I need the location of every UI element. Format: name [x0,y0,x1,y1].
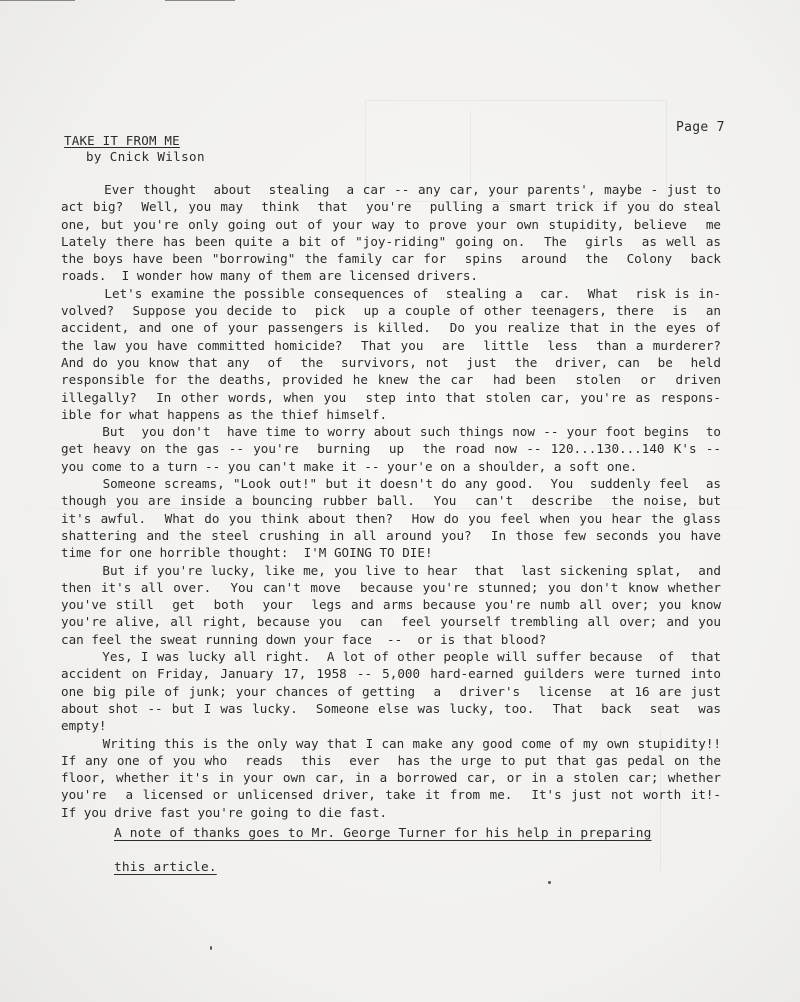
body-line: you're alive, all right, because you can feel yourself trembling all over; and you [61,614,721,630]
body-line: accident, and one of your passengers is killed. Do you realize that in the eyes of [61,320,721,336]
edge-mark [0,0,75,1]
body-line: shattering and the steel crushing in all around you? In those few seconds you have [61,527,721,543]
body-line: responsible for the deaths, provided he knew the car had been stolen or driven [61,372,721,388]
body-line: Let's examine the possible consequences of stealing a car. What risk is in- [61,285,721,301]
body-line: it's awful. What do you think about then? How do you feel when you hear the glass [61,510,721,526]
body-line: But you don't have time to worry about such things now -- your foot begins to [61,424,721,440]
body-line: Someone screams, "Look out!" but it doesn't do any good. You suddenly feel as [61,476,721,492]
ink-speck [548,881,551,884]
body-line: And do you know that any of the survivors, not just the driver, can be held [61,354,721,370]
body-line: time for one horrible thought: I'M GOING TO DIE! [61,545,433,561]
edge-mark [165,0,235,1]
article-byline: by Cnick Wilson [86,149,205,164]
body-line: then it's all over. You can't move because you're stunned; you don't know whether [61,579,721,595]
body-line: floor, whether it's in your own car, in a borrowed car, or in a stolen car; whether [61,770,721,786]
body-line: volved? Suppose you decide to pick up a couple of other teenagers, there is an [61,303,721,319]
body-line: ible for what happens as the thief himself. [61,406,388,422]
body-line: though you are inside a bouncing rubber ball. You can't describe the noise, but [61,493,721,509]
body-line: If you drive fast you're going to die fast. [61,804,388,820]
body-line: empty! [61,718,107,734]
body-line: you're a licensed or unlicensed driver, take it from me. It's just not worth it!- [61,787,721,803]
page-number: Page 7 [676,120,725,135]
body-line: one big pile of junk; your chances of getting a driver's license at 16 are just [61,683,721,699]
article-title: TAKE IT FROM ME [64,133,180,148]
acknowledgement-line-2: this article. [114,860,217,875]
body-line: one, but you're only going out of your way to prove your own stupidity, believe me [61,216,721,232]
body-line: But if you're lucky, like me, you live to hear that last sickening splat, and [61,562,721,578]
body-line: illegally? In other words, when you step into that stolen car, you're as respons- [61,389,721,405]
body-line: the boys have been "borrowing" the family car for spins around the Colony back [61,251,721,267]
body-line: roads. I wonder how many of them are licensed drivers. [61,268,479,284]
ink-speck [210,946,212,950]
body-line: act big? Well, you may think that you're pulling a smart trick if you do steal [61,199,721,215]
bleed-through-mark [470,110,472,190]
body-line: If any one of you who reads this ever has the urge to put that gas pedal on the [61,752,721,768]
body-line: Writing this is the only way that I can make any good come of my own stupidity!! [61,735,721,751]
body-line: you've still get both your legs and arms because you're numb all over; you know [61,597,721,613]
body-line: you come to a turn -- you can't make it -- your'e on a shoulder, a soft one. [61,458,638,474]
body-line: can feel the sweat running down your face -- or is that blood? [61,631,547,647]
body-line: Ever thought about stealing a car -- any car, your parents', maybe - just to [61,182,721,197]
body-line: Lately there has been quite a bit of "joy-riding" going on. The girls as well as [61,233,721,249]
body-line: the law you have committed homicide? That you are little less than a murderer? [61,337,721,353]
body-line: about shot -- but I was lucky. Someone else was lucky, too. That back seat was [61,700,721,716]
body-line: get heavy on the gas -- you're burning up the road now -- 120...130...140 K's -- [61,441,721,457]
body-line: accident on Friday, January 17, 1958 -- 5,000 hard-earned guilders were turned into [61,666,721,682]
body-line: Yes, I was lucky all right. A lot of other people will suffer because of that [61,649,721,665]
acknowledgement-line-1: A note of thanks goes to Mr. George Turner for his help in preparing [114,826,652,841]
article-body [61,181,721,821]
